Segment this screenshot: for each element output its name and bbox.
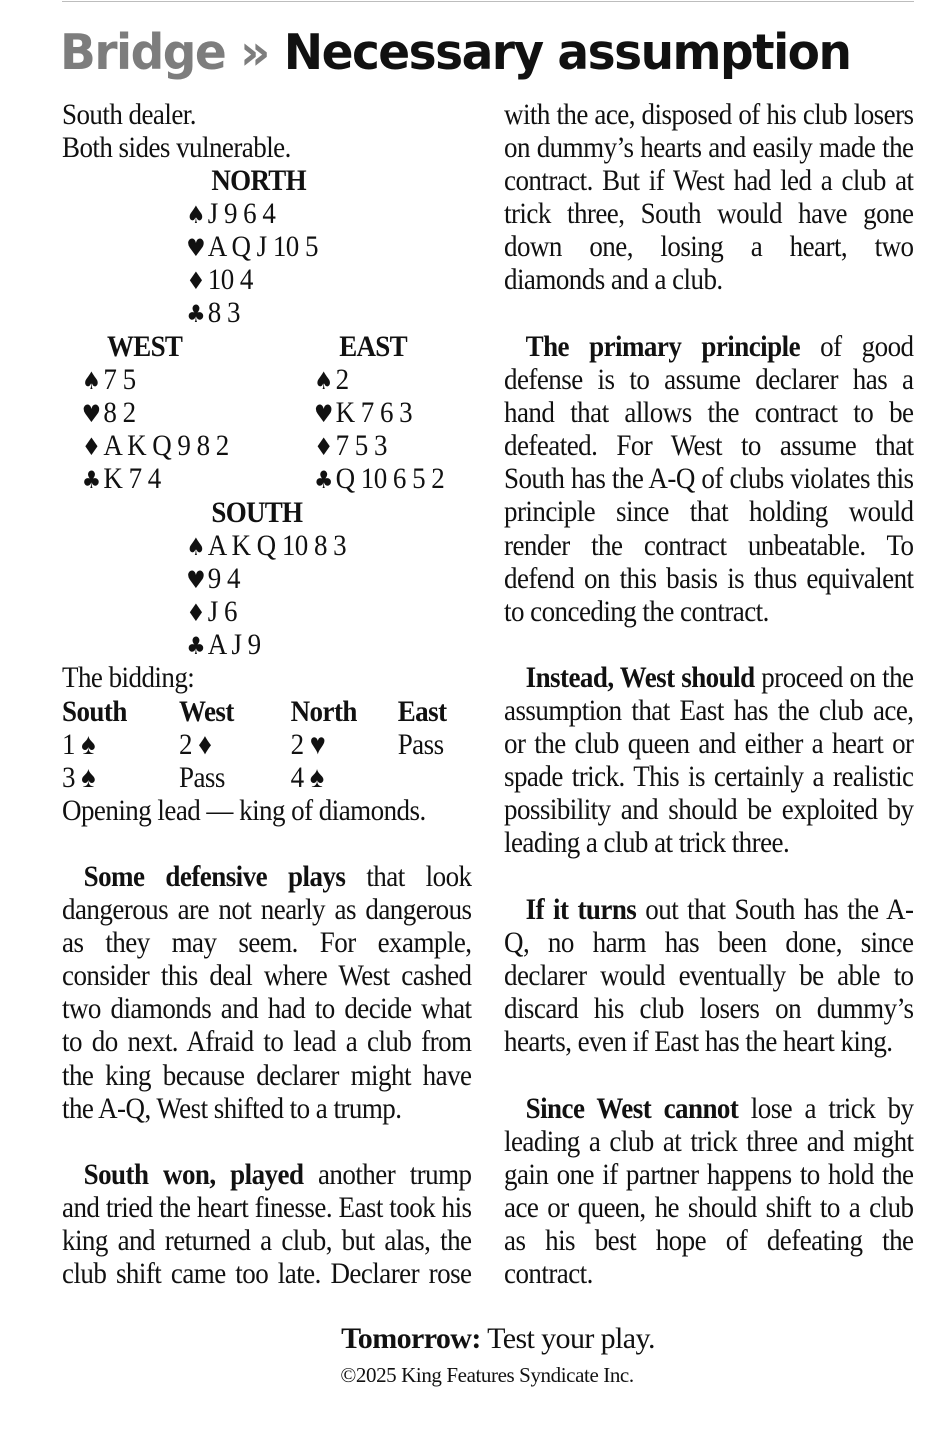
west-clubs-cards: K 7 4 <box>103 462 161 495</box>
east-clubs-cards: Q 10 6 5 2 <box>335 462 445 495</box>
east-hearts <box>314 396 412 431</box>
paragraph-text: lose a trick by leading a club at trick three and might gain one if partner happens to hold the ace or queen, he should shift to a club as his best hope of defeating the contract. <box>504 1092 914 1291</box>
article-paragraph-5 <box>504 893 914 1058</box>
headline <box>60 22 886 84</box>
north-spades-cards: J 9 6 4 <box>207 197 276 230</box>
bidding-intro: The bidding: <box>62 661 195 694</box>
paragraph-text: out that South has the A-Q, no harm has been done, since declarer would eventually be able to discard his club losers on dummy’s hearts, even if East has the heart king. <box>504 893 914 1059</box>
north-spades <box>186 197 275 232</box>
south-hearts <box>186 562 240 597</box>
spade-icon: ♠ <box>186 201 206 229</box>
bid-cell: 4 ♠ <box>290 761 324 794</box>
club-icon: ♣ <box>314 466 333 494</box>
article-paragraph-3 <box>504 330 914 628</box>
paragraph-text: proceed on the assumption that East has the club ace, or the club queen and either a heart or spade trick. This is certainly a realistic possibility and should be exploited by leading a club at trick three. <box>504 661 914 860</box>
east-hearts-cards: K 7 6 3 <box>335 396 413 429</box>
article-paragraph-2-continued <box>504 98 914 330</box>
diamond-icon: ♦ <box>314 433 333 461</box>
spade-icon: ♠ <box>314 367 333 395</box>
south-clubs-cards: A J 9 <box>207 628 261 661</box>
paragraph-text: that look dangerous are not nearly as dangerous as they may seem. For example, consider this deal where West cashed two diamonds and had to decide what to do next. Afraid to lead a club from the king because declarer might have the A-Q, West shifted to a trump. <box>62 860 472 1125</box>
bid-cell: Pass <box>397 728 444 761</box>
west-diamonds <box>82 429 229 464</box>
bid-cell: 3 ♠ <box>62 761 95 794</box>
bidding-header-west: West <box>179 695 234 728</box>
heart-icon: ♥ <box>186 566 206 594</box>
west-clubs <box>82 462 161 497</box>
heart-icon: ♥ <box>186 234 206 262</box>
bid-cell: 1 ♠ <box>62 728 95 761</box>
bid-cell: Pass <box>179 761 225 794</box>
article-paragraph-6 <box>504 1092 914 1291</box>
diamond-icon: ♦ <box>186 267 206 295</box>
south-label: SOUTH <box>211 496 303 529</box>
diamond-icon: ♦ <box>81 433 101 461</box>
top-rule <box>62 1 914 2</box>
paragraph-lead: The primary principle <box>525 330 801 363</box>
east-clubs <box>314 462 444 497</box>
heart-icon: ♥ <box>81 400 101 428</box>
north-clubs <box>186 296 240 331</box>
spade-icon: ♠ <box>186 533 206 561</box>
paragraph-text: of good defense is to assume declarer has a hand that allows the contract to be defeated. For West to assume that South has the A-Q of clubs violates this principle since that holding would render the contract unbeatable. To defend on this basis is thus equivalent to conceding the contract. <box>504 330 914 628</box>
club-icon: ♣ <box>186 300 206 328</box>
north-hearts-cards: A Q J 10 5 <box>207 230 318 263</box>
south-diamonds <box>186 595 237 630</box>
west-hearts <box>82 396 136 431</box>
paragraph-lead: South won, played <box>83 1158 304 1191</box>
club-icon: ♣ <box>81 466 101 494</box>
north-hearts <box>186 230 318 265</box>
east-diamonds-cards: 7 5 3 <box>335 429 387 462</box>
south-spades <box>186 529 346 564</box>
paragraph-lead: Since West cannot <box>525 1092 739 1125</box>
east-spades <box>314 363 349 398</box>
north-diamonds-cards: 10 4 <box>207 263 253 296</box>
headline-title: Necessary assumption <box>283 24 851 81</box>
tomorrow-text: Test your play. <box>480 1322 655 1355</box>
north-clubs-cards: 8 3 <box>207 296 240 329</box>
diamond-icon: ♦ <box>186 599 206 627</box>
bidding-header-north: North <box>290 695 357 728</box>
tomorrow-line <box>0 1322 932 1356</box>
paragraph-lead: Instead, West should <box>525 661 755 694</box>
paragraph-lead: If it turns <box>525 893 637 926</box>
paragraph-text: another trump and tried the heart finesse. East took his king and returned a club, but alas, the club shift came too late. Declarer rose <box>62 1158 472 1291</box>
south-hearts-cards: 9 4 <box>207 562 240 595</box>
bidding-header-east: East <box>397 695 447 728</box>
paragraph-lead: Some defensive plays <box>83 860 346 893</box>
north-label: NORTH <box>211 164 306 197</box>
paragraph-text: with the ace, disposed of his club losers on dummy’s hearts and easily made the contract. But if West had led a club at trick three, South would have gone down one, losing a heart, two diamonds and a club. <box>504 98 914 297</box>
west-spades <box>82 363 136 398</box>
copyright: ©2025 King Features Syndicate Inc. <box>340 1363 634 1387</box>
tomorrow-label: Tomorrow: <box>341 1322 481 1355</box>
west-hearts-cards: 8 2 <box>103 396 136 429</box>
bid-cell: 2 ♦ <box>179 728 212 761</box>
bidding-header-south: South <box>62 695 127 728</box>
vulnerability-line: Both sides vulnerable. <box>62 131 291 164</box>
article-paragraph-2 <box>62 1158 472 1290</box>
heart-icon: ♥ <box>314 400 333 428</box>
east-spades-cards: 2 <box>335 363 349 396</box>
article-paragraph-1 <box>62 860 472 1125</box>
east-label: EAST <box>339 330 407 363</box>
spade-icon: ♠ <box>81 367 101 395</box>
headline-kicker: Bridge » <box>60 24 269 81</box>
article-paragraph-4 <box>504 661 914 860</box>
north-diamonds <box>186 263 253 298</box>
club-icon: ♣ <box>186 632 206 660</box>
west-spades-cards: 7 5 <box>103 363 136 396</box>
south-spades-cards: A K Q 10 8 3 <box>207 529 347 562</box>
south-clubs <box>186 628 260 663</box>
west-diamonds-cards: A K Q 9 8 2 <box>103 429 229 462</box>
south-diamonds-cards: J 6 <box>207 595 237 628</box>
opening-lead: Opening lead — king of diamonds. <box>62 794 426 827</box>
bid-cell: 2 ♥ <box>290 728 326 761</box>
dealer-line: South dealer. <box>62 98 196 131</box>
west-label: WEST <box>107 330 183 363</box>
east-diamonds <box>314 429 387 464</box>
